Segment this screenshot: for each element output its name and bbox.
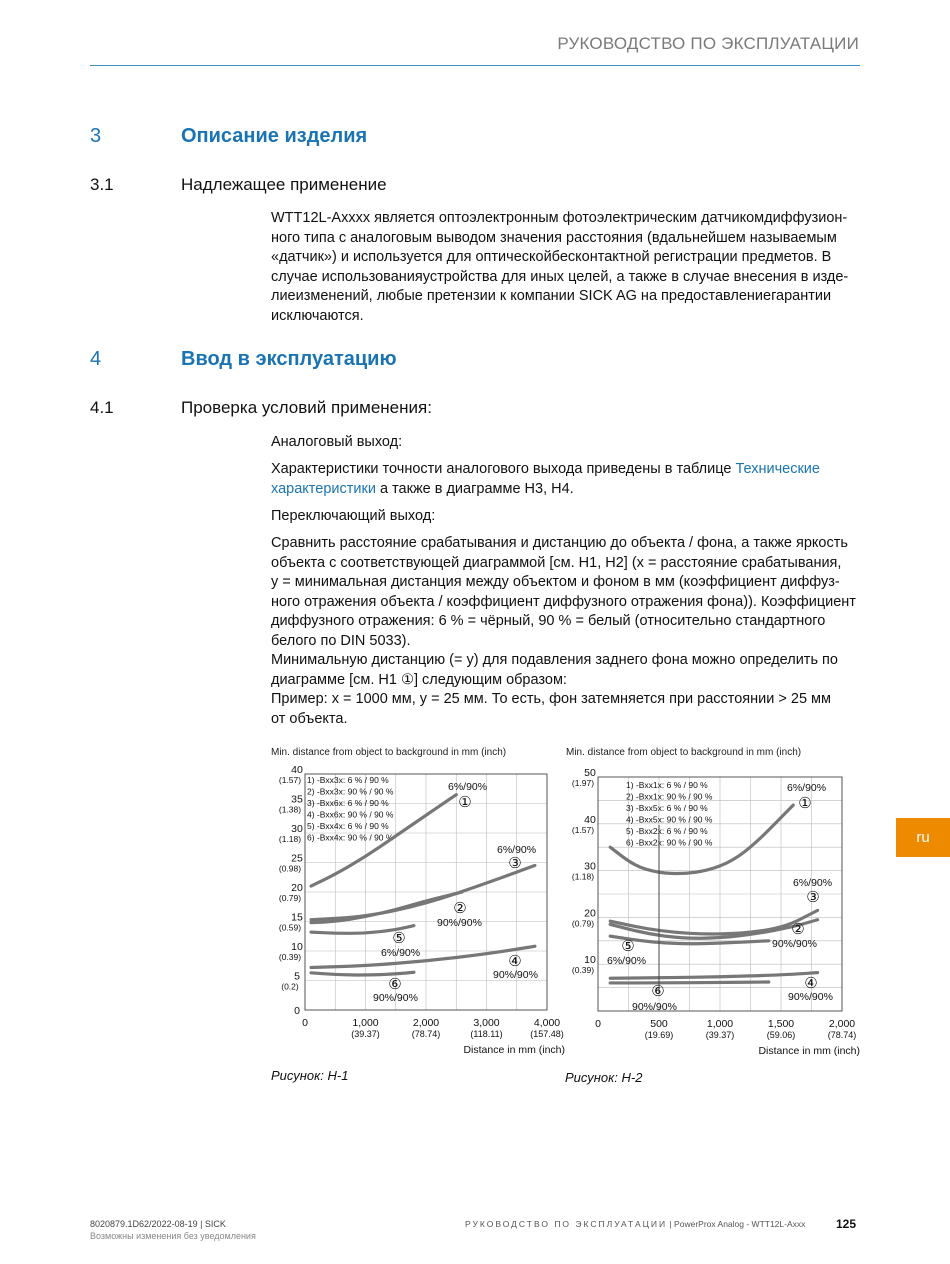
text-line: исключаются. [271,307,364,324]
series-ratio-label-2: 90%/90% [437,917,482,929]
text-line: ного отражения объекта / коэффициент диффузного отражения фона)). Коэффициент [271,593,856,610]
x-tick-label: 1,000 [352,1017,379,1029]
section-4-1-number: 4.1 [90,398,114,417]
x-axis-label: Distance in mm (inch) [758,1045,860,1057]
x-tick-sublabel: (118.11) [470,1029,503,1039]
legend-entry: 6) -Bxx2x: 90 % / 90 % [626,837,713,848]
header-rule [90,65,860,66]
y-tick-label: 5 [294,970,300,983]
legend-entry: 2) -Bxx3x: 90 % / 90 % [307,786,394,797]
tech-specs-link[interactable]: Технические [735,461,820,477]
series-ratio-label-3: 6%/90% [793,877,833,889]
series-marker-3: ③ [806,889,820,906]
y-tick-label: 35 [291,793,303,806]
x-tick-sublabel: (78.74) [827,1030,857,1040]
series-ratio-label-3: 6%/90% [497,844,537,856]
series-ratio-label-6: 90%/90% [373,992,418,1004]
text-line: белого по DIN 5033). [271,632,411,649]
series-marker-2: ② [791,921,805,938]
analog-text-before: Характеристики точности аналогового выхода приведены в таблице [271,461,736,477]
analog-output-label: Аналоговый выход: [271,434,403,450]
text-line: диаграмме [см. H1 ①] следующим образом: [271,671,567,688]
switch-output-paragraph [271,534,863,729]
footer-subject: Возможны изменения без уведомления [90,1231,256,1241]
y-tick-sublabel: (1.97) [571,778,595,788]
y-tick-sublabel: (0.39) [278,952,302,962]
figure-caption-h2: Рисунок: H-2 [565,1070,643,1085]
text-line: Пример: x = 1000 мм, y = 25 мм. То есть, фон затемняется при расстоянии > 25 мм [271,691,831,707]
series-marker-4: ④ [804,975,818,992]
text-line: случае использованияустройства для иных целей, а также в случае внесения в изде- [271,268,849,285]
series-marker-6: ⑥ [651,983,665,1000]
series-ratio-label-4: 90%/90% [493,969,538,981]
y-tick-label: 40 [291,764,303,776]
legend-entry: 4) -Bxx5x: 90 % / 90 % [626,814,713,825]
language-tab-ru[interactable]: ru [896,818,950,857]
section-4-number: 4 [90,348,102,370]
footer-doc-id: 8020879.1D62/2022-08-19 | SICK [90,1219,226,1229]
series-ratio-label-1: 6%/90% [448,781,488,793]
x-tick-label: 0 [302,1017,308,1029]
y-tick-label: 15 [291,911,303,924]
series-marker-1: ① [798,795,812,812]
series-line-6 [311,972,414,975]
switch-output-label: Переключающий выход: [271,508,436,524]
y-tick-label: 30 [291,823,303,835]
legend-entry: 6) -Bxx4x: 90 % / 90 % [307,832,394,843]
legend-entry: 5) -Bxx4x: 6 % / 90 % [307,821,389,831]
text-line: ного типа с аналоговым выводом значения расстояния (вдальнейшем называемым [271,229,837,246]
x-axis-label: Distance in mm (inch) [463,1044,565,1056]
text-line: от объекта. [271,710,348,727]
y-axis-label: Min. distance from object to background in mm (inch) [271,747,507,758]
legend-entry: 2) -Bxx1x: 90 % / 90 % [626,791,713,802]
y-tick-label: 10 [291,941,303,953]
series-ratio-label-1: 6%/90% [787,782,827,794]
y-tick-label: 0 [294,1005,300,1017]
page-number: 125 [836,1217,857,1231]
x-tick-label: 4,000 [533,1017,561,1029]
text-line: y = минимальная дистанция между объектом и фоном в мм (коэффициент диффуз- [271,574,840,590]
x-tick-label: 1,000 [706,1018,734,1030]
x-tick-sublabel: (19.69) [644,1030,674,1040]
y-tick-sublabel: (0.79) [278,893,302,903]
x-tick-sublabel: (78.74) [411,1029,441,1039]
section-4-title: Ввод в эксплуатацию [181,348,397,370]
section-3-number: 3 [90,125,102,147]
series-marker-1: ① [458,794,472,811]
y-tick-sublabel: (0.39) [571,965,595,976]
analog-output-paragraph [271,460,863,499]
x-tick-sublabel: (39.37) [705,1030,735,1040]
y-tick-label: 25 [291,852,303,865]
y-tick-label: 20 [584,907,596,920]
series-marker-5: ⑤ [392,930,406,947]
footer-left [90,1218,256,1242]
y-tick-label: 40 [584,813,596,826]
y-axis-label: Min. distance from object to background in mm (inch) [566,747,802,758]
section-3-1-paragraph [271,209,863,326]
x-tick-sublabel: (39.37) [351,1029,380,1039]
y-tick-label: 30 [584,860,596,873]
series-marker-3: ③ [508,855,522,872]
legend-entry: 1) -Bxx3x: 6 % / 90 % [307,775,389,785]
y-tick-sublabel: (0.59) [278,922,302,933]
legend-entry: 3) -Bxx6x: 6 % / 90 % [307,798,389,808]
y-tick-sublabel: (1.18) [571,871,595,882]
section-3-1-title: Надлежащее применение [181,175,387,194]
x-tick-sublabel: (59.06) [766,1030,796,1040]
section-3-1-number: 3.1 [90,175,114,194]
y-tick-sublabel: (0.98) [278,863,302,874]
y-tick-sublabel: (1.57) [278,775,302,785]
legend-entry: 3) -Bxx5x: 6 % / 90 % [626,803,708,813]
series-marker-4: ④ [508,953,522,970]
series-line-6 [610,982,769,983]
series-ratio-label-4: 90%/90% [788,991,833,1003]
x-tick-label: 2,000 [828,1018,856,1030]
x-tick-label: 2,000 [412,1017,440,1029]
x-tick-label: 1,500 [767,1018,795,1030]
series-ratio-label-2: 90%/90% [772,938,817,950]
y-tick-label: 20 [291,882,303,894]
x-tick-label: 500 [650,1018,668,1030]
series-ratio-label-5: 6%/90% [381,947,421,959]
series-ratio-label-5: 6%/90% [607,955,647,967]
x-tick-label: 3,000 [473,1017,500,1029]
legend-entry: 4) -Bxx6x: 90 % / 90 % [307,809,394,820]
series-ratio-label-6: 90%/90% [632,1001,677,1013]
text-line: Минимальную дистанцию (= y) для подавления заднего фона можно определить по [271,652,838,668]
running-header-title: РУКОВОДСТВО ПО ЭКСПЛУАТАЦИИ [557,34,859,53]
series-line-3 [311,865,535,919]
chart-h1 [265,740,570,1060]
section-3-title: Описание изделия [181,125,368,147]
y-tick-sublabel: (0.2) [281,981,299,992]
series-marker-2: ② [453,900,467,917]
tech-specs-link-cont[interactable]: характеристики [271,480,376,497]
chart-h2 [560,740,865,1060]
text-line: «датчик») и используется для оптическойбесконтактной регистрации предметов. В [271,249,832,265]
text-line: WTT12L-Axxxx является оптоэлектронным фотоэлектрическим датчикомдиффузион- [271,210,848,226]
text-line: диффузного отражения: 6 % = чёрный, 90 % = белый (относительно стандартного [271,613,826,629]
footer-title [465,1219,805,1229]
series-marker-5: ⑤ [621,938,635,955]
footer-title-rest: | PowerProx Analog - WTT12L-Axxx [667,1219,806,1229]
y-tick-sublabel: (1.57) [571,824,595,835]
legend-entry: 5) -Bxx2x: 6 % / 90 % [626,826,708,836]
legend-entry: 1) -Bxx1x: 6 % / 90 % [626,780,708,790]
y-tick-label: 50 [584,767,596,779]
x-tick-sublabel: (157.48) [530,1029,564,1039]
figure-caption-h1: Рисунок: H-1 [271,1068,349,1083]
footer-title-spaced: РУКОВОДСТВО ПО ЭКСПЛУАТАЦИИ [465,1219,668,1229]
series-line-4 [311,946,535,967]
section-4-1-title: Проверка условий применения: [181,398,432,417]
series-line-4 [610,973,817,979]
y-tick-sublabel: (1.18) [278,834,302,844]
analog-text-after: а также в диаграмме H3, H4. [375,480,574,497]
text-line: Сравнить расстояние срабатывания и дистанцию до объекта / фона, а также яркость [271,535,848,551]
series-marker-6: ⑥ [388,976,402,993]
y-tick-sublabel: (0.79) [571,918,595,929]
text-line: объекта с соответствующей диаграммой [см. H1, H2] (x = расстояние срабатывания, [271,554,842,571]
text-line: лиеизменений, любые претензии к компании SICK AG на предоставлениегарантии [271,288,832,304]
y-tick-sublabel: (1.38) [278,804,302,815]
x-tick-label: 0 [595,1018,601,1030]
y-tick-label: 10 [584,954,596,967]
